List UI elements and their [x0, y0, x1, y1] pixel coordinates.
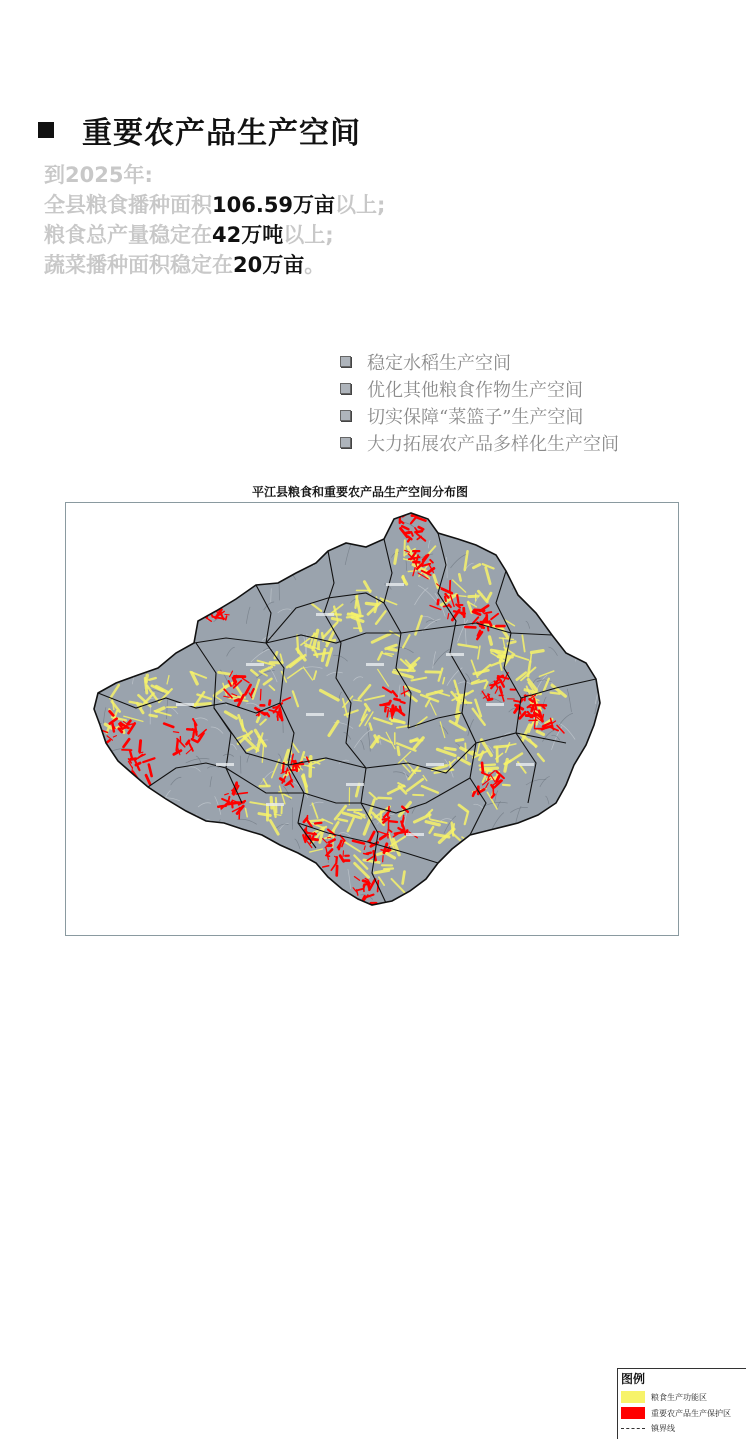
legend-item-protection [621, 1407, 746, 1419]
strategy-item [340, 348, 619, 375]
strategy-label: 优化其他粮食作物生产空间 [367, 379, 583, 401]
legend-title: 图例 [621, 1372, 646, 1386]
target-value: 106.59万亩 [212, 193, 336, 217]
checkbox-bullet-icon [340, 410, 351, 421]
checkbox-bullet-icon [340, 356, 351, 367]
red-swatch-icon [621, 1407, 645, 1419]
strategy-item [340, 375, 619, 402]
target-line-grain-output [44, 220, 385, 250]
dashed-line-icon [621, 1428, 645, 1429]
square-bullet-icon [38, 122, 54, 138]
legend-item-boundary [621, 1423, 746, 1434]
checkbox-bullet-icon [340, 383, 351, 394]
strategy-item [340, 402, 619, 429]
target-text: 以上; [335, 193, 386, 217]
target-text: 以上; [283, 223, 334, 247]
strategy-item [340, 429, 619, 456]
strategy-list [340, 348, 619, 456]
target-text: 蔬菜播种面积稳定在 [44, 253, 233, 277]
map-title: 平江县粮食和重要农产品生产空间分布图 [251, 485, 468, 499]
section-title: 重要农产品生产空间 [82, 116, 361, 151]
strategy-label: 稳定水稻生产空间 [367, 352, 511, 374]
targets-year: 到2025年: [44, 163, 153, 187]
target-text: 全县粮食播种面积 [44, 193, 212, 217]
legend-item-grain [621, 1391, 746, 1403]
checkbox-bullet-icon [340, 437, 351, 448]
section-heading [38, 108, 361, 152]
target-text: 。 [304, 253, 326, 277]
target-text: 粮食总产量稳定在 [44, 223, 212, 247]
county-map [66, 503, 678, 935]
target-value: 20万亩 [233, 253, 305, 277]
targets-block [44, 160, 385, 280]
map-frame [65, 502, 731, 1433]
map-legend [617, 1368, 746, 1439]
strategy-label: 切实保障“菜篮子”生产空间 [367, 406, 584, 428]
target-value: 42万吨 [212, 223, 284, 247]
legend-label: 镇界线 [651, 1424, 675, 1433]
legend-label: 重要农产品生产保护区 [651, 1408, 731, 1418]
target-line-vegetable-area [44, 250, 385, 280]
target-line-grain-area [44, 190, 385, 220]
legend-label: 粮食生产功能区 [651, 1392, 707, 1402]
strategy-label: 大力拓展农产品多样化生产空间 [367, 433, 619, 455]
yellow-swatch-icon [621, 1391, 645, 1403]
